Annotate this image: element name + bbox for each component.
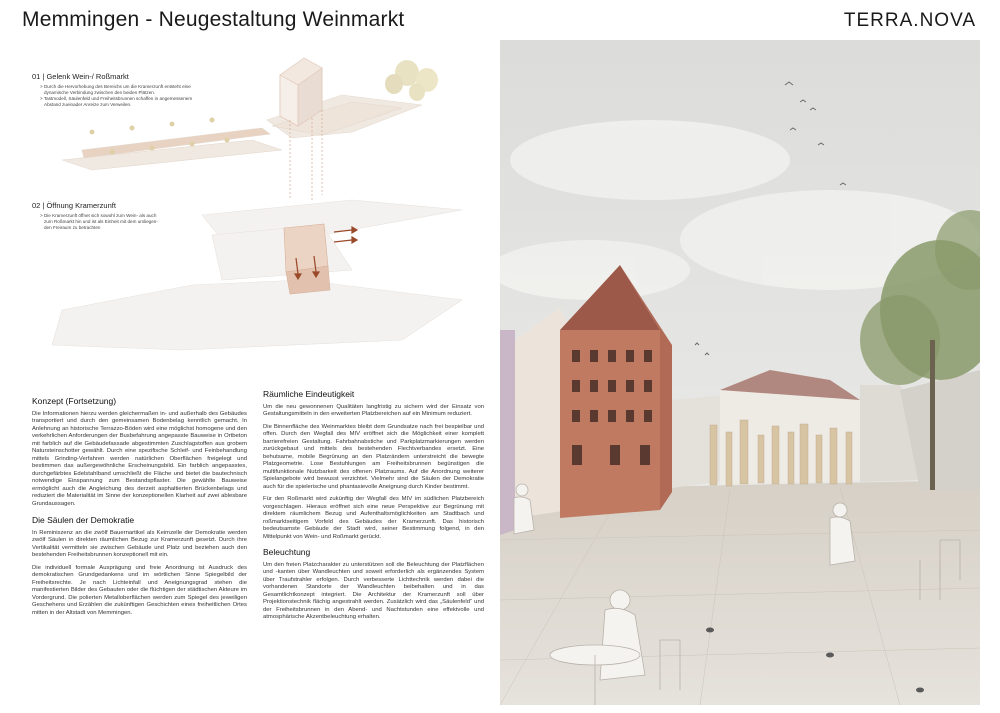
step-1-note: > Durch die Hervorhebung des Bereichs um die Kramerzunft entsteht eine xyxy=(40,84,191,89)
trees-group xyxy=(385,60,438,101)
paragraph: Die Binnenfläche des Weinmarktes bleibt dem Grundsatze nach frei bespielbar und offen. Durch den Wegfall des MIV eröffnet sich die Möglichkeit einer komplett barrierefreien Gestaltung. Fahrbahnabstiche und Parkplatzmarkierungen werden zurückgebaut und mittels des bestehenden Flechtverbandes ersetzt. Eine behutsame, mobile Begrünung an den Platzrändern unterstreicht die bewegte Platzgeometrie. Lose Bestuhlungen am Freiheitsbrunnen begünstigen die multifunktionale Nutzbarkeit des offenen Platzraums. Auf die Anordnung weiterer Spielangebote wird bewusst verzichtet. Vielmehr sind die Säulen der Demokratie auch für die spielerische und phantasievolle Aneignung durch Kinder bestimmt. xyxy=(263,423,484,490)
section-heading: Beleuchtung xyxy=(263,547,311,557)
building-left-edge xyxy=(500,330,515,535)
step-2-notes xyxy=(32,213,232,231)
section-heading: Räumliche Eindeutigkeit xyxy=(263,389,355,399)
step-2-note: zum Roßmarkt hin und ist als Einheit mit dem umliegen- xyxy=(44,219,158,224)
step-2-note: > Die Kramerzunft öffnet sich sowohl zum Wein- als auch xyxy=(40,213,157,218)
paragraph: Um den freien Platzcharakter zu unterstützen soll die Beleuchtung der Platzflächen und -kanten über Wandleuchten und soweit erforderlich als ergänzendes System über Traufstrahler erfolgen. Durch verbesserte Lichttechnik werden dabei die vorhandenen Standorte der Wandleuchten beibehalten und in das Gesamtlichtkonzept integriert. Die Architektur der Kramerzunft soll über Projektionstechnik flächig angestrahlt werden. Zusätzlich wird das „Säulenfeld“ und der Freiheitsbrunnen in den Abend- und Nachtstunden eine effektvolle und atmosphärische Akzentbeleuchtung erhalten. xyxy=(263,561,484,620)
brand-logo: TERRA.NOVA xyxy=(843,10,976,31)
step-2 xyxy=(32,201,232,231)
section-heading: Die Säulen der Demokratie xyxy=(32,515,135,525)
step-1-note: Abstand zueinader Anreize zum Verweilen. xyxy=(44,102,132,107)
weinmarkt-visualization xyxy=(500,40,980,705)
paragraph: Um die neu gewonnenen Qualitäten langfristig zu sichern wird der Einsatz von Gestaltungsmitteln in den erweiterten Platzbereichen auf ein Minimum reduziert. xyxy=(263,403,484,417)
step-2-note: den Freiraum zu betrachten xyxy=(44,225,101,230)
kramerzunft-footprint xyxy=(284,224,330,294)
text-column-left xyxy=(32,398,247,622)
paragraph: Die Informationen hierzu werden gleichermaßen in- und außerhalb des Gebäudes transportiert und durch den gemeinsamen Bodenbelag kenntlich gemacht. In Anlehnung an historische Terrazzo-Böden wird eine möglichst homogene und den verkehrlichen Anforderungen der Busbefahrung angepasste Bauweise in Ortbeton mit farblich auf die Gebäudefassade abgestimmten Zuschlagstoffen aus grobem Natursteinschotter gewählt. Durch eine spezifische Schleif- und Feinbehandlung mittels Grinding-Verfahren werden natürlichen Oberflächen freigelegt und bestimmen das außergewöhnliche Erscheinungsbild. Ein farblich angepasstes, durchgefärbtes Edelstahlband umschließt die Fläche und bietet die bautechnisch notwendige Einspannung zum Bestandspflaster. Die gewählte Bauweise ermöglicht auch die Angleichung des derzeit asphaltierten Brückenbelags und reduziert die Materialität im Sinne der konzeptionellen Klarheit auf zwei ablesbare Grundaussagen. xyxy=(32,410,247,507)
paragraph: Für den Roßmarkt wird zukünftig der Wegfall des MIV im südlichen Platzbereich vorgeschlagen. Hieraus eröffnet sich eine neue Perspektive zur Begrünung mit direktem räumlichem Bezug und Aufenthaltsmöglichkeiten am Stadtbach und roßmarktseitigem Vorfeld des Gebäudes der Kramerzunft. Das historisch bedeutsamste Gebäude der Stadt wird, seiner Bestimmung folgend, in den Mittelpunkt von Wein- und Roßmarkt gerückt. xyxy=(263,496,484,540)
step-1 xyxy=(32,72,262,108)
step-2-heading: 02 | Öffnung Kramerzunft xyxy=(32,201,116,210)
tree-icon xyxy=(385,74,403,94)
step-1-notes xyxy=(32,84,262,108)
step-1-heading: 01 | Gelenk Wein-/ Roßmarkt xyxy=(32,72,129,81)
section-heading: Konzept (Fortsetzung) xyxy=(32,396,117,406)
page-title: Memmingen - Neugestaltung Weinmarkt xyxy=(22,8,405,31)
concept-diagram xyxy=(22,40,492,385)
step-1-note: > Tastmodell, Säulenfeld und Freiheitsbrunnen schaffen in angemessenem xyxy=(40,96,193,101)
paragraph: In Reminiszenz an die zwölf Bauernartikel als Keimzelle der Demokratie werden zwölf Säulen in direkten räumlichen Bezug zur Kramerzunft gesetzt. Durch ihre Vertikalität vermitteln sie zwischen Gebäude und Platz und beziehen auch den bestehenden Freiheitsbrunnen konzeptionell mit ein. xyxy=(32,529,247,558)
tree-icon xyxy=(409,83,425,101)
paragraph: Die individuell formale Ausprägung und freie Anordnung ist Ausdruck des demokratischen Grundgedankens und im wörtlichen Sinne Spiegelbild der Freiheitsrechte. Je nach Lichteinfall und Aneignungsgrad stehen die manifestierten Bilder des Gebauten oder die flüchtigen der städtischen Akteure im Vordergrund. Die polierten Metalloberflächen werden zum Spiegel des jeweiligen Geschehens und Erzählen die zukünftigen Geschichten eines freiheitlichen Ortes mitten in der Altstadt von Memmingen. xyxy=(32,564,247,616)
text-column-right xyxy=(263,391,484,627)
step-1-note: dynamische Verbindung zwischen den beiden Plätzen. xyxy=(44,90,156,95)
perspective-rendering xyxy=(500,40,980,705)
